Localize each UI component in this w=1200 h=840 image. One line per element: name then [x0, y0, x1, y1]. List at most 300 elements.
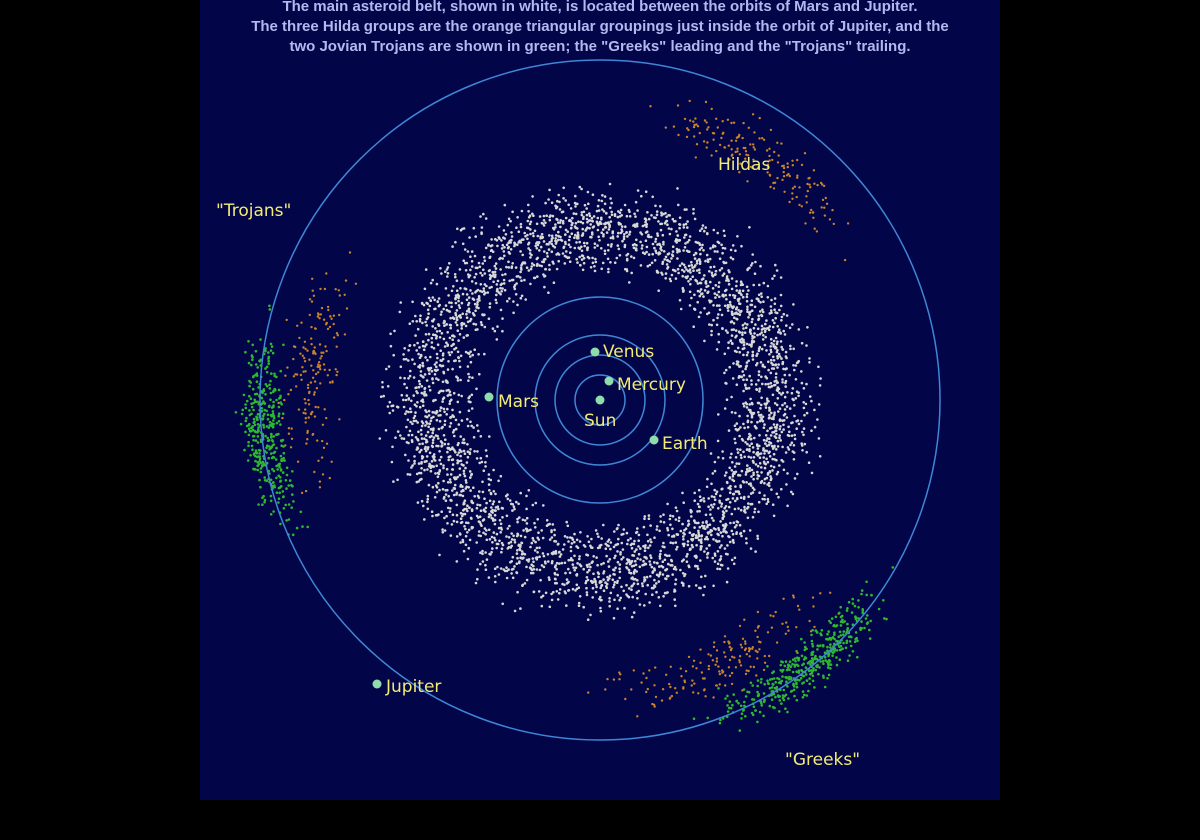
main-belt-asteroid	[656, 210, 659, 213]
trojan-asteroid	[751, 684, 754, 687]
main-belt-asteroid	[803, 387, 806, 390]
main-belt-asteroid	[627, 539, 630, 542]
hilda-asteroid	[302, 355, 304, 357]
main-belt-asteroid	[574, 234, 577, 237]
main-belt-asteroid	[763, 439, 766, 442]
main-belt-asteroid	[646, 584, 649, 587]
trojan-asteroid	[257, 435, 260, 438]
main-belt-asteroid	[421, 362, 424, 365]
main-belt-asteroid	[659, 571, 662, 574]
main-belt-asteroid	[716, 294, 719, 297]
hilda-asteroid	[704, 677, 706, 679]
hilda-asteroid	[746, 180, 748, 182]
main-belt-asteroid	[755, 463, 758, 466]
hilda-asteroid	[808, 177, 810, 179]
main-belt-asteroid	[743, 456, 746, 459]
trojan-asteroid	[840, 624, 843, 627]
main-belt-asteroid	[526, 579, 529, 582]
main-belt-asteroid	[724, 547, 727, 550]
main-belt-asteroid	[416, 481, 419, 484]
main-belt-asteroid	[486, 455, 489, 458]
main-belt-asteroid	[455, 419, 458, 422]
trojan-asteroid	[272, 401, 275, 404]
hilda-asteroid	[662, 688, 664, 690]
main-belt-asteroid	[494, 271, 497, 274]
main-belt-asteroid	[770, 359, 773, 362]
main-belt-asteroid	[524, 582, 527, 585]
hilda-asteroid	[706, 128, 708, 130]
main-belt-asteroid	[614, 261, 617, 264]
main-belt-asteroid	[585, 587, 588, 590]
main-belt-asteroid	[716, 568, 719, 571]
main-belt-asteroid	[650, 236, 653, 239]
main-belt-asteroid	[505, 566, 508, 569]
main-belt-asteroid	[442, 488, 445, 491]
main-belt-asteroid	[436, 369, 439, 372]
trojan-asteroid	[257, 469, 260, 472]
main-belt-asteroid	[719, 546, 722, 549]
main-belt-asteroid	[501, 547, 504, 550]
main-belt-asteroid	[410, 400, 413, 403]
main-belt-asteroid	[451, 335, 454, 338]
main-belt-asteroid	[743, 341, 746, 344]
hilda-asteroid	[727, 119, 729, 121]
main-belt-asteroid	[466, 334, 469, 337]
main-belt-asteroid	[798, 328, 801, 331]
main-belt-asteroid	[516, 549, 519, 552]
main-belt-asteroid	[571, 232, 574, 235]
hilda-asteroid	[791, 160, 793, 162]
main-belt-asteroid	[432, 416, 435, 419]
main-belt-asteroid	[586, 564, 589, 567]
hilda-asteroid	[833, 223, 835, 225]
trojan-asteroid	[261, 407, 264, 410]
main-belt-asteroid	[585, 207, 588, 210]
trojan-asteroid	[268, 448, 271, 451]
trojan-asteroid	[831, 637, 834, 640]
main-belt-asteroid	[440, 272, 443, 275]
main-belt-asteroid	[735, 456, 738, 459]
main-belt-asteroid	[536, 568, 539, 571]
main-belt-asteroid	[685, 223, 688, 226]
main-belt-asteroid	[559, 226, 562, 229]
main-belt-asteroid	[409, 370, 412, 373]
trojan-asteroid	[250, 364, 253, 367]
main-belt-asteroid	[818, 437, 821, 440]
main-belt-asteroid	[593, 225, 596, 228]
trojan-asteroid	[274, 451, 277, 454]
main-belt-asteroid	[515, 293, 518, 296]
main-belt-asteroid	[564, 199, 567, 202]
main-belt-asteroid	[703, 585, 706, 588]
main-belt-asteroid	[600, 599, 603, 602]
main-belt-asteroid	[443, 411, 446, 414]
main-belt-asteroid	[663, 250, 666, 253]
main-belt-asteroid	[773, 453, 776, 456]
main-belt-asteroid	[747, 470, 750, 473]
hilda-asteroid	[313, 471, 315, 473]
main-belt-asteroid	[746, 300, 749, 303]
main-belt-asteroid	[633, 257, 636, 260]
main-belt-asteroid	[408, 344, 411, 347]
main-belt-asteroid	[546, 252, 549, 255]
main-belt-asteroid	[524, 553, 527, 556]
main-belt-asteroid	[597, 576, 600, 579]
main-belt-asteroid	[529, 566, 532, 569]
main-belt-asteroid	[523, 232, 526, 235]
main-belt-asteroid	[751, 309, 754, 312]
main-belt-asteroid	[396, 479, 399, 482]
main-belt-asteroid	[487, 291, 490, 294]
main-belt-asteroid	[641, 233, 644, 236]
main-belt-asteroid	[785, 351, 788, 354]
main-belt-asteroid	[458, 394, 461, 397]
main-belt-asteroid	[510, 546, 513, 549]
main-belt-asteroid	[458, 451, 461, 454]
main-belt-asteroid	[666, 223, 669, 226]
main-belt-asteroid	[466, 461, 469, 464]
main-belt-asteroid	[518, 548, 521, 551]
main-belt-asteroid	[519, 557, 522, 560]
hilda-asteroid	[316, 439, 318, 441]
trojan-asteroid	[255, 449, 258, 452]
hilda-asteroid	[820, 182, 822, 184]
main-belt-asteroid	[480, 233, 483, 236]
main-belt-asteroid	[664, 222, 667, 225]
main-belt-asteroid	[668, 227, 671, 230]
main-belt-asteroid	[613, 569, 616, 572]
trojan-asteroid	[270, 495, 273, 498]
main-belt-asteroid	[727, 309, 730, 312]
main-belt-asteroid	[460, 460, 463, 463]
main-belt-asteroid	[690, 538, 693, 541]
hilda-asteroid	[299, 353, 301, 355]
hilda-asteroid	[728, 666, 730, 668]
hilda-asteroid	[782, 598, 784, 600]
trojan-asteroid	[839, 631, 842, 634]
main-belt-asteroid	[617, 561, 620, 564]
main-belt-asteroid	[479, 272, 482, 275]
main-belt-asteroid	[532, 504, 535, 507]
main-belt-asteroid	[736, 448, 739, 451]
main-belt-asteroid	[778, 434, 781, 437]
hilda-asteroid	[653, 704, 655, 706]
hilda-asteroid	[693, 135, 695, 137]
main-belt-asteroid	[463, 438, 466, 441]
main-belt-asteroid	[477, 307, 480, 310]
main-belt-asteroid	[436, 491, 439, 494]
main-belt-asteroid	[534, 230, 537, 233]
main-belt-asteroid	[649, 575, 652, 578]
main-belt-asteroid	[759, 407, 762, 410]
hilda-asteroid	[772, 615, 774, 617]
hilda-asteroid	[693, 682, 695, 684]
hilda-asteroid	[338, 418, 340, 420]
trojan-asteroid	[801, 655, 804, 658]
main-belt-asteroid	[749, 304, 752, 307]
main-belt-asteroid	[524, 519, 527, 522]
main-belt-asteroid	[436, 419, 439, 422]
main-belt-asteroid	[696, 269, 699, 272]
trojan-asteroid	[275, 458, 278, 461]
main-belt-asteroid	[466, 262, 469, 265]
hilda-asteroid	[775, 611, 777, 613]
solar-system-diagram	[200, 0, 1000, 800]
main-belt-asteroid	[434, 308, 437, 311]
main-belt-asteroid	[630, 544, 633, 547]
main-belt-asteroid	[442, 531, 445, 534]
main-belt-asteroid	[518, 230, 521, 233]
main-belt-asteroid	[659, 223, 662, 226]
hilda-asteroid	[731, 683, 733, 685]
main-belt-asteroid	[764, 383, 767, 386]
main-belt-asteroid	[554, 223, 557, 226]
hilda-asteroid	[754, 148, 756, 150]
main-belt-asteroid	[746, 293, 749, 296]
hilda-asteroid	[310, 412, 312, 414]
main-belt-asteroid	[537, 531, 540, 534]
main-belt-asteroid	[637, 545, 640, 548]
main-belt-asteroid	[710, 334, 713, 337]
main-belt-asteroid	[739, 524, 742, 527]
main-belt-asteroid	[756, 353, 759, 356]
trojan-asteroid	[267, 457, 270, 460]
main-belt-asteroid	[726, 553, 729, 556]
main-belt-asteroid	[427, 309, 430, 312]
trojan-asteroid	[282, 344, 285, 347]
main-belt-asteroid	[732, 533, 735, 536]
main-belt-asteroid	[786, 391, 789, 394]
trojan-asteroid	[817, 673, 820, 676]
main-belt-asteroid	[748, 467, 751, 470]
hilda-asteroid	[718, 670, 720, 672]
trojan-asteroid	[828, 674, 831, 677]
main-belt-asteroid	[432, 441, 435, 444]
main-belt-asteroid	[736, 520, 739, 523]
main-belt-asteroid	[747, 360, 750, 363]
hilda-asteroid	[642, 672, 644, 674]
main-belt-asteroid	[656, 232, 659, 235]
main-belt-asteroid	[748, 267, 751, 270]
main-belt-asteroid	[427, 446, 430, 449]
hilda-asteroid	[783, 191, 785, 193]
main-belt-asteroid	[765, 349, 768, 352]
main-belt-asteroid	[747, 502, 750, 505]
main-belt-asteroid	[401, 437, 404, 440]
main-belt-asteroid	[756, 421, 759, 424]
main-belt-asteroid	[693, 499, 696, 502]
main-belt-asteroid	[581, 258, 584, 261]
main-belt-asteroid	[485, 217, 488, 220]
main-belt-asteroid	[509, 499, 512, 502]
main-belt-asteroid	[679, 569, 682, 572]
main-belt-asteroid	[513, 242, 516, 245]
main-belt-asteroid	[389, 333, 392, 336]
main-belt-asteroid	[717, 507, 720, 510]
main-belt-asteroid	[713, 496, 716, 499]
main-belt-asteroid	[718, 500, 721, 503]
hilda-asteroid	[325, 417, 327, 419]
hilda-asteroid	[691, 684, 693, 686]
main-belt-asteroid	[792, 364, 795, 367]
hilda-asteroid	[778, 154, 780, 156]
trojan-asteroid	[845, 647, 848, 650]
main-belt-asteroid	[704, 281, 707, 284]
hilda-asteroid	[300, 322, 302, 324]
main-belt-asteroid	[746, 343, 749, 346]
main-belt-asteroid	[483, 353, 486, 356]
main-belt-asteroid	[649, 524, 652, 527]
main-belt-asteroid	[645, 225, 648, 228]
main-belt-asteroid	[742, 324, 745, 327]
main-belt-asteroid	[684, 246, 687, 249]
main-belt-asteroid	[581, 250, 584, 253]
main-belt-asteroid	[578, 241, 581, 244]
main-belt-asteroid	[428, 333, 431, 336]
trojan-asteroid	[781, 670, 784, 673]
trojan-asteroid	[814, 669, 817, 672]
main-belt-asteroid	[735, 532, 738, 535]
hilda-asteroid	[806, 201, 808, 203]
trojan-asteroid	[803, 694, 806, 697]
main-belt-asteroid	[503, 250, 506, 253]
main-belt-asteroid	[795, 427, 798, 430]
trojan-asteroid	[780, 664, 783, 667]
main-belt-asteroid	[702, 249, 705, 252]
main-belt-asteroid	[569, 260, 572, 263]
trojan-asteroid	[269, 387, 272, 390]
main-belt-asteroid	[495, 506, 498, 509]
main-belt-asteroid	[658, 596, 661, 599]
main-belt-asteroid	[454, 276, 457, 279]
main-belt-asteroid	[637, 583, 640, 586]
main-belt-asteroid	[570, 546, 573, 549]
main-belt-asteroid	[607, 249, 610, 252]
main-belt-asteroid	[592, 193, 595, 196]
main-belt-asteroid	[777, 331, 780, 334]
main-belt-asteroid	[450, 416, 453, 419]
trojan-asteroid	[784, 707, 787, 710]
main-belt-asteroid	[498, 501, 501, 504]
main-belt-asteroid	[789, 407, 792, 410]
trojan-asteroid	[740, 717, 743, 720]
trojan-asteroid	[848, 654, 851, 657]
trojan-asteroid	[779, 699, 782, 702]
main-belt-asteroid	[801, 342, 804, 345]
main-belt-asteroid	[698, 489, 701, 492]
main-belt-asteroid	[617, 216, 620, 219]
main-belt-asteroid	[614, 567, 617, 570]
trojan-asteroid	[855, 631, 858, 634]
main-belt-asteroid	[504, 289, 507, 292]
main-belt-asteroid	[702, 224, 705, 227]
trojan-asteroid	[249, 381, 252, 384]
trojan-asteroid	[251, 448, 254, 451]
main-belt-asteroid	[403, 437, 406, 440]
main-belt-asteroid	[559, 555, 562, 558]
trojan-asteroid	[849, 635, 852, 638]
main-belt-asteroid	[478, 262, 481, 265]
main-belt-asteroid	[785, 451, 788, 454]
main-belt-asteroid	[567, 589, 570, 592]
main-belt-asteroid	[429, 356, 432, 359]
hilda-asteroid	[671, 695, 673, 697]
main-belt-asteroid	[731, 277, 734, 280]
earth-marker	[650, 436, 659, 445]
trojan-asteroid	[252, 468, 255, 471]
main-belt-asteroid	[673, 598, 676, 601]
trojan-asteroid	[279, 423, 282, 426]
hilda-asteroid	[306, 438, 308, 440]
trojan-asteroid	[276, 433, 279, 436]
main-belt-asteroid	[409, 407, 412, 410]
main-belt-asteroid	[782, 330, 785, 333]
main-belt-asteroid	[657, 220, 660, 223]
trojan-asteroid	[828, 659, 831, 662]
trojan-asteroid	[816, 631, 819, 634]
main-belt-asteroid	[501, 283, 504, 286]
main-belt-asteroid	[795, 420, 798, 423]
main-belt-asteroid	[767, 383, 770, 386]
trojan-asteroid	[263, 476, 266, 479]
main-belt-asteroid	[534, 526, 537, 529]
trojan-asteroid	[273, 456, 276, 459]
main-belt-asteroid	[434, 496, 437, 499]
trojan-asteroid	[811, 640, 814, 643]
main-belt-asteroid	[471, 354, 474, 357]
main-belt-asteroid	[670, 257, 673, 260]
main-belt-asteroid	[756, 445, 759, 448]
main-belt-asteroid	[533, 522, 536, 525]
main-belt-asteroid	[685, 555, 688, 558]
main-belt-asteroid	[558, 562, 561, 565]
main-belt-asteroid	[459, 287, 462, 290]
main-belt-asteroid	[475, 582, 478, 585]
main-belt-asteroid	[586, 218, 589, 221]
trojan-asteroid	[780, 682, 783, 685]
main-belt-asteroid	[768, 417, 771, 420]
main-belt-asteroid	[541, 605, 544, 608]
main-belt-asteroid	[768, 441, 771, 444]
main-belt-asteroid	[713, 503, 716, 506]
main-belt-asteroid	[743, 506, 746, 509]
main-belt-asteroid	[485, 247, 488, 250]
trojan-asteroid	[277, 501, 280, 504]
main-belt-asteroid	[717, 550, 720, 553]
main-belt-asteroid	[409, 375, 412, 378]
hilda-asteroid	[310, 343, 312, 345]
trojan-asteroid	[878, 608, 881, 611]
main-belt-asteroid	[476, 424, 479, 427]
main-belt-asteroid	[605, 222, 608, 225]
main-belt-asteroid	[690, 297, 693, 300]
main-belt-asteroid	[781, 316, 784, 319]
main-belt-asteroid	[713, 229, 716, 232]
main-belt-asteroid	[769, 475, 772, 478]
trojan-asteroid	[842, 621, 845, 624]
main-belt-asteroid	[555, 234, 558, 237]
main-belt-asteroid	[620, 558, 623, 561]
main-belt-asteroid	[403, 383, 406, 386]
main-belt-asteroid	[440, 463, 443, 466]
main-belt-asteroid	[471, 394, 474, 397]
trojan-asteroid	[832, 652, 835, 655]
main-belt-asteroid	[547, 553, 550, 556]
main-belt-asteroid	[589, 566, 592, 569]
trojan-asteroid	[860, 593, 863, 596]
main-belt-asteroid	[695, 584, 698, 587]
hilda-asteroid	[796, 159, 798, 161]
